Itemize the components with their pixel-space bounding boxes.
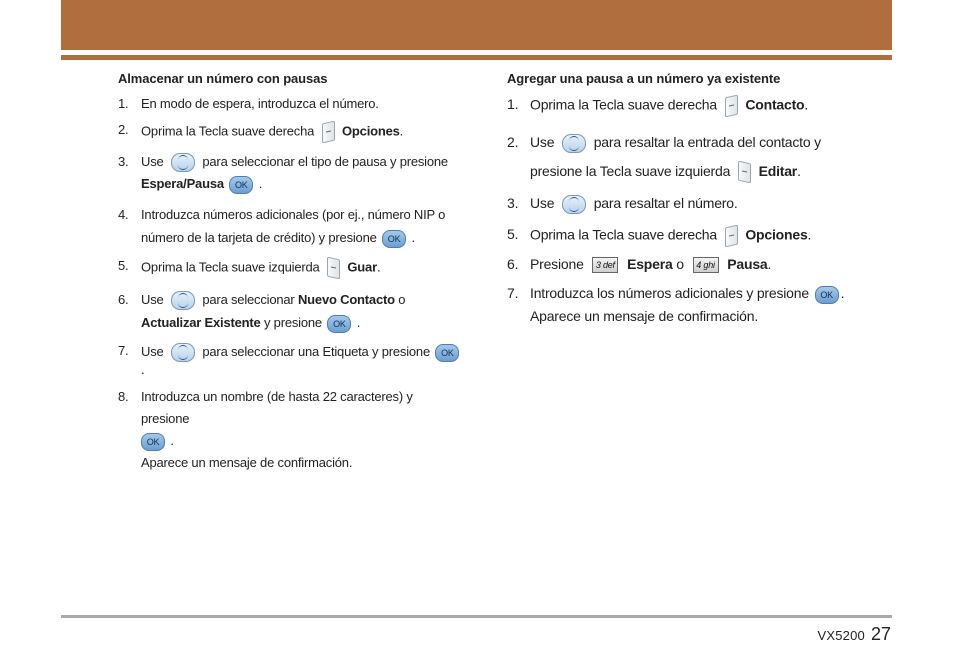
step-bold-text: Actualizar Existente (141, 315, 261, 330)
list-item (507, 256, 852, 273)
step-text: Use (141, 154, 164, 169)
step-text: . (807, 226, 812, 243)
step-number: 1. (118, 96, 129, 111)
step-text: . (797, 163, 801, 179)
list-item (507, 128, 852, 186)
right-soft-key-icon (725, 95, 738, 118)
right-soft-key-icon (322, 121, 335, 144)
step-text: Oprima la Tecla suave derecha (530, 96, 717, 113)
list-item (118, 122, 463, 142)
step-bold-text: Opciones (745, 226, 808, 243)
left-step-list (118, 96, 463, 474)
list-item (118, 386, 463, 474)
page-number: 27 (870, 624, 891, 644)
ok-key-icon: OK (141, 433, 165, 451)
model-number: VX5200 (817, 628, 865, 643)
step-text: Use (141, 292, 164, 307)
right-column (507, 71, 852, 328)
step-number: 4. (118, 207, 129, 222)
step-number: 3. (118, 154, 129, 169)
key-4-icon: 4 ghi (693, 257, 719, 273)
list-item (507, 96, 852, 116)
navigation-key-icon (562, 195, 586, 214)
right-section-title: Agregar una pausa a un número ya existente (507, 71, 781, 86)
step-text: . (376, 259, 381, 275)
step-text: Introduzca números adicionales (por ej., número NIP o número de la tarjeta de crédito) y presione (141, 207, 446, 245)
step-text: . (411, 230, 415, 245)
list-item (118, 258, 463, 278)
step-text: . (258, 176, 263, 191)
step-bold-text: Guar (347, 259, 377, 275)
step-bold-text: Espera/Pausa (141, 176, 224, 191)
step-number: 6. (118, 292, 129, 307)
navigation-key-icon (171, 343, 195, 362)
step-text: Oprima la Tecla suave izquierda (141, 259, 320, 275)
step-text: para resaltar el número. (593, 195, 738, 212)
ok-key-icon: OK (229, 176, 253, 194)
step-number: 2. (507, 134, 519, 150)
header-banner (61, 0, 892, 50)
step-number: 7. (118, 343, 129, 358)
step-text: Oprima la Tecla suave derecha (141, 123, 315, 139)
step-number: 8. (118, 389, 129, 404)
list-item (118, 96, 463, 111)
navigation-key-icon (171, 153, 195, 172)
step-number: 6. (507, 256, 519, 272)
step-text: Use (530, 195, 555, 212)
step-text: Presione (530, 256, 584, 272)
step-text: . (141, 362, 145, 377)
navigation-key-icon (171, 291, 195, 310)
step-text: Use (530, 134, 555, 150)
step-text: o (398, 292, 406, 307)
step-bold-text: Espera (627, 256, 673, 272)
ok-key-icon: OK (435, 344, 459, 362)
right-soft-key-icon (725, 225, 738, 248)
step-number: 5. (118, 258, 129, 273)
step-number: 1. (507, 96, 519, 112)
step-text: Introduzca un nombre (de hasta 22 caracteres) y presione (141, 389, 413, 426)
step-bold-text: Contacto (745, 96, 805, 113)
step-text: Introduzca los números adicionales y presione (530, 285, 809, 302)
footer-rule (61, 615, 892, 618)
list-item (118, 288, 463, 334)
left-column (118, 71, 463, 474)
step-text: . (356, 315, 361, 330)
right-step-list (507, 96, 852, 328)
step-text: y presione (263, 315, 322, 330)
left-section-title: Almacenar un número con pausas (118, 71, 328, 86)
step-text: Use (141, 343, 164, 359)
step-bold-text: Pausa (727, 256, 768, 272)
list-item (507, 226, 852, 246)
ok-key-icon: OK (815, 286, 839, 304)
step-text: En modo de espera, introduzca el número. (141, 96, 379, 111)
list-item (118, 203, 463, 249)
step-text: para seleccionar (202, 292, 295, 307)
list-item (118, 151, 463, 195)
list-item (507, 195, 852, 214)
step-text: . (804, 96, 809, 113)
step-number: 5. (507, 226, 519, 242)
step-text: para seleccionar el tipo de pausa y presione (202, 154, 448, 169)
navigation-key-icon (562, 134, 586, 153)
ok-key-icon: OK (382, 230, 406, 248)
step-bold-text: Opciones (342, 123, 400, 139)
step-text: . (767, 256, 772, 272)
key-3-icon: 3 def (592, 257, 618, 273)
step-bold-text: Editar (758, 163, 798, 179)
confirmation-text: Aparece un mensaje de confirmación. (530, 308, 759, 325)
step-text: Oprima la Tecla suave derecha (530, 226, 717, 243)
step-text: . (840, 285, 845, 302)
left-soft-key-icon (738, 161, 751, 184)
header-rule (61, 55, 892, 60)
step-number: 2. (118, 122, 129, 137)
list-item (118, 343, 463, 377)
step-text: para seleccionar una Etiqueta y presione (202, 343, 430, 359)
step-bold-text: Nuevo Contacto (297, 292, 395, 307)
step-number: 7. (507, 285, 519, 302)
step-text: . (170, 433, 174, 448)
left-soft-key-icon (327, 257, 340, 280)
step-text: . (399, 123, 404, 139)
step-text: para resaltar la entrada del contacto y presione la Tecla suave izquierda (530, 134, 821, 179)
page-footer (818, 624, 892, 645)
ok-key-icon: OK (327, 315, 351, 333)
list-item (507, 282, 852, 328)
step-text: o (676, 256, 684, 272)
step-number: 3. (507, 195, 519, 211)
confirmation-text: Aparece un mensaje de confirmación. (141, 455, 353, 470)
